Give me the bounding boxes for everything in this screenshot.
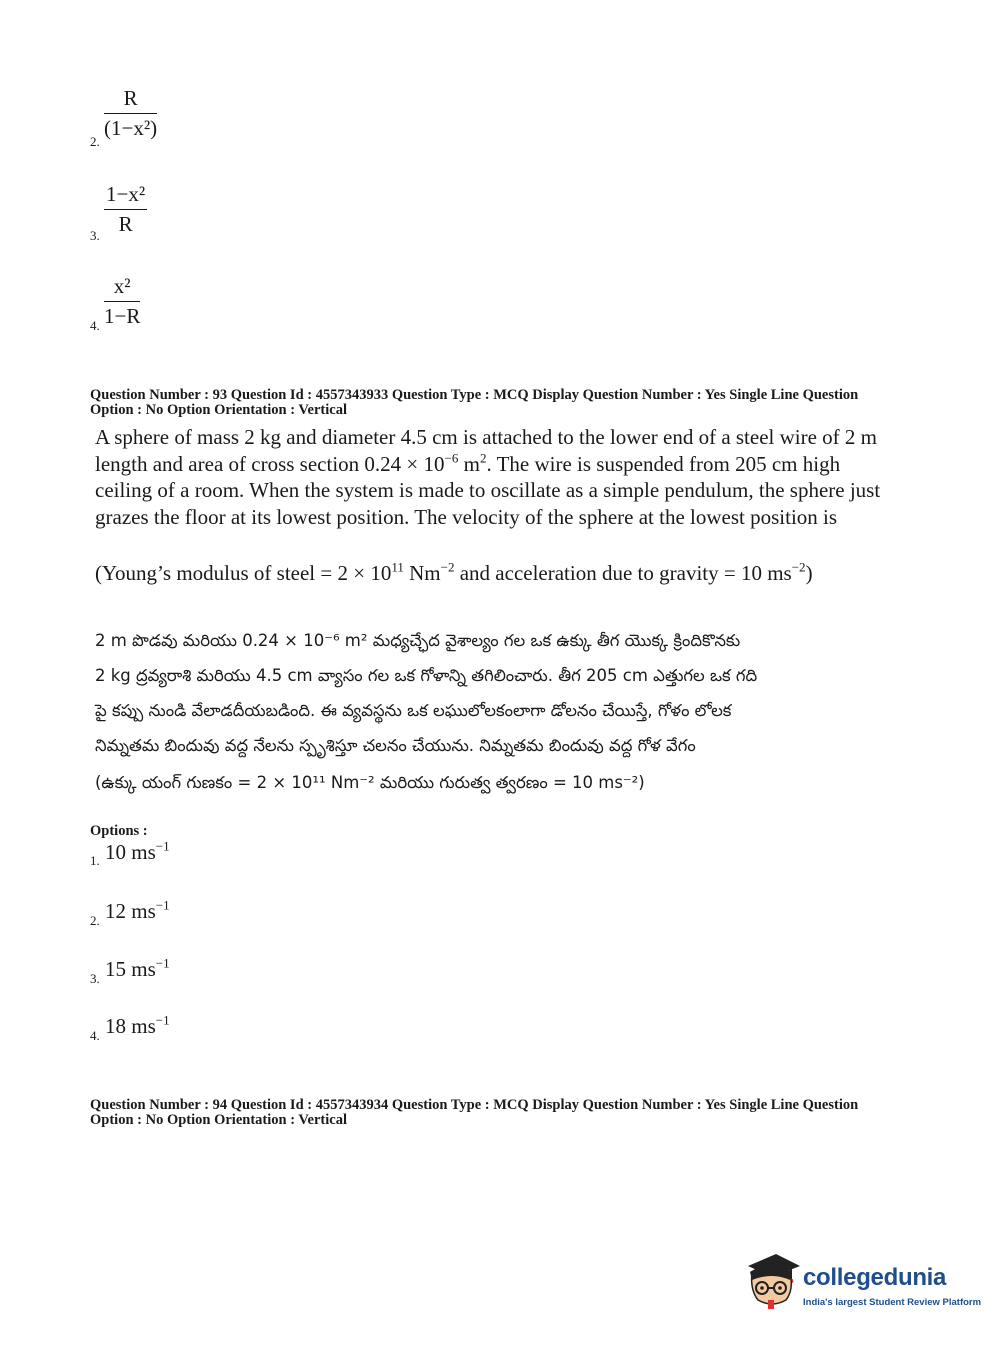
option-1[interactable] bbox=[105, 840, 170, 865]
option-2-number: 2. bbox=[90, 913, 100, 928]
q93-exponent: 2 bbox=[479, 450, 487, 466]
q93-given-values bbox=[95, 560, 895, 587]
given-text: (Young’s modulus of steel = 2 × 10 bbox=[95, 561, 392, 585]
option-value: 10 ms bbox=[105, 840, 156, 864]
option-1-number: 1. bbox=[90, 853, 100, 868]
q93-text-part: . The wire is suspended from 205 cm high ceiling of a room. When the system is made to oscillate as a simple pendulum, the sphere just grazes the floor at its lowest position. The velocity of the sphere at the lowest position is bbox=[95, 451, 881, 529]
option-value: 18 ms bbox=[105, 1014, 156, 1038]
prev-option-2-fraction bbox=[104, 88, 157, 139]
prev-option-3-fraction bbox=[104, 184, 147, 235]
option-exponent: −1 bbox=[155, 1012, 170, 1028]
option-4[interactable] bbox=[105, 1014, 170, 1039]
logo-brand-name[interactable]: collegedunia bbox=[803, 1264, 947, 1291]
q93-english-text bbox=[95, 424, 895, 530]
logo-tagline: India's largest Student Review Platform bbox=[803, 1297, 982, 1308]
option-3-number: 3. bbox=[90, 971, 100, 986]
prev-option-2-number: 2. bbox=[90, 134, 100, 149]
q94-meta-line1: Question Number : 94 Question Id : 4557343934 Question Type : MCQ Display Question Number : Yes Single Line Question bbox=[90, 1097, 859, 1113]
option-exponent: −1 bbox=[155, 838, 170, 854]
fraction-denominator: R bbox=[118, 212, 133, 236]
option-value: 15 ms bbox=[105, 957, 156, 981]
given-text: Nm bbox=[403, 561, 441, 585]
given-text: ) bbox=[805, 561, 813, 585]
prev-option-3-number: 3. bbox=[90, 228, 100, 243]
given-exponent: 11 bbox=[391, 559, 404, 575]
fraction-denominator: (1−x²) bbox=[104, 116, 158, 140]
given-exponent: −2 bbox=[440, 559, 455, 575]
option-2[interactable] bbox=[105, 899, 170, 924]
options-label: Options : bbox=[90, 823, 148, 839]
option-exponent: −1 bbox=[155, 897, 170, 913]
prev-option-4-number: 4. bbox=[90, 318, 100, 333]
q93-telugu-line-1: 2 m పొడవు మరియు 0.24 × 10⁻⁶ m² మధ్యచ్ఛేద వైశాల్యం గల ఒక ఉక్కు తీగ యొక్క క్రిందికొనకు bbox=[95, 631, 741, 650]
q93-exponent: −6 bbox=[444, 450, 459, 466]
prev-option-4-fraction bbox=[104, 276, 140, 327]
q93-text-part: A sphere of mass 2 kg and diameter 4.5 cm is attached to the lower end of a steel wire of 2 m length and area of cross section 0.24 × 10 bbox=[95, 425, 878, 476]
q93-telugu-line-5: (ఉక్కు యంగ్ గుణకం = 2 × 10¹¹ Nm⁻² మరియు గురుత్వ త్వరణం = 10 ms⁻²) bbox=[95, 773, 645, 792]
q93-text-part: m bbox=[458, 451, 480, 476]
fraction-numerator: x² bbox=[104, 276, 140, 302]
given-text: and acceleration due to gravity = 10 ms bbox=[454, 561, 792, 585]
option-exponent: −1 bbox=[155, 955, 170, 971]
q93-telugu-line-3: పై కప్పు నుండి వేలాడదీయబడింది. ఈ వ్యవస్థను ఒక లఘులోలకంలాగా డోలనం చేయిస్తే, గోళం లోలక bbox=[95, 701, 732, 720]
q93-telugu-line-2: 2 kg ద్రవ్యరాశి మరియు 4.5 cm వ్యాసం గల ఒక గోళాన్ని తగిలించారు. తీగ 205 cm ఎత్తుగల ఒక గది bbox=[95, 666, 758, 685]
fraction-denominator: 1−R bbox=[104, 304, 141, 328]
q93-meta-line1: Question Number : 93 Question Id : 4557343933 Question Type : MCQ Display Question Number : Yes Single Line Question bbox=[90, 387, 859, 403]
option-value: 12 ms bbox=[105, 899, 156, 923]
q93-meta bbox=[90, 388, 890, 418]
fraction-numerator: R bbox=[104, 88, 157, 114]
option-3[interactable] bbox=[105, 957, 170, 982]
given-exponent: −2 bbox=[791, 559, 806, 575]
q93-meta-line2: Option : No Option Orientation : Vertical bbox=[90, 402, 347, 418]
fraction-numerator: 1−x² bbox=[104, 184, 147, 210]
q94-meta-line2: Option : No Option Orientation : Vertical bbox=[90, 1112, 347, 1128]
option-4-number: 4. bbox=[90, 1028, 100, 1043]
q93-telugu-line-4: నిమ్నతమ బిందువు వద్ద నేలను స్పృశిస్తూ చలనం చేయును. నిమ్నతమ బిందువు వద్ద గోళ వేగం bbox=[95, 736, 696, 755]
collegedunia-mascot-icon bbox=[742, 1250, 802, 1312]
q94-meta bbox=[90, 1098, 890, 1128]
